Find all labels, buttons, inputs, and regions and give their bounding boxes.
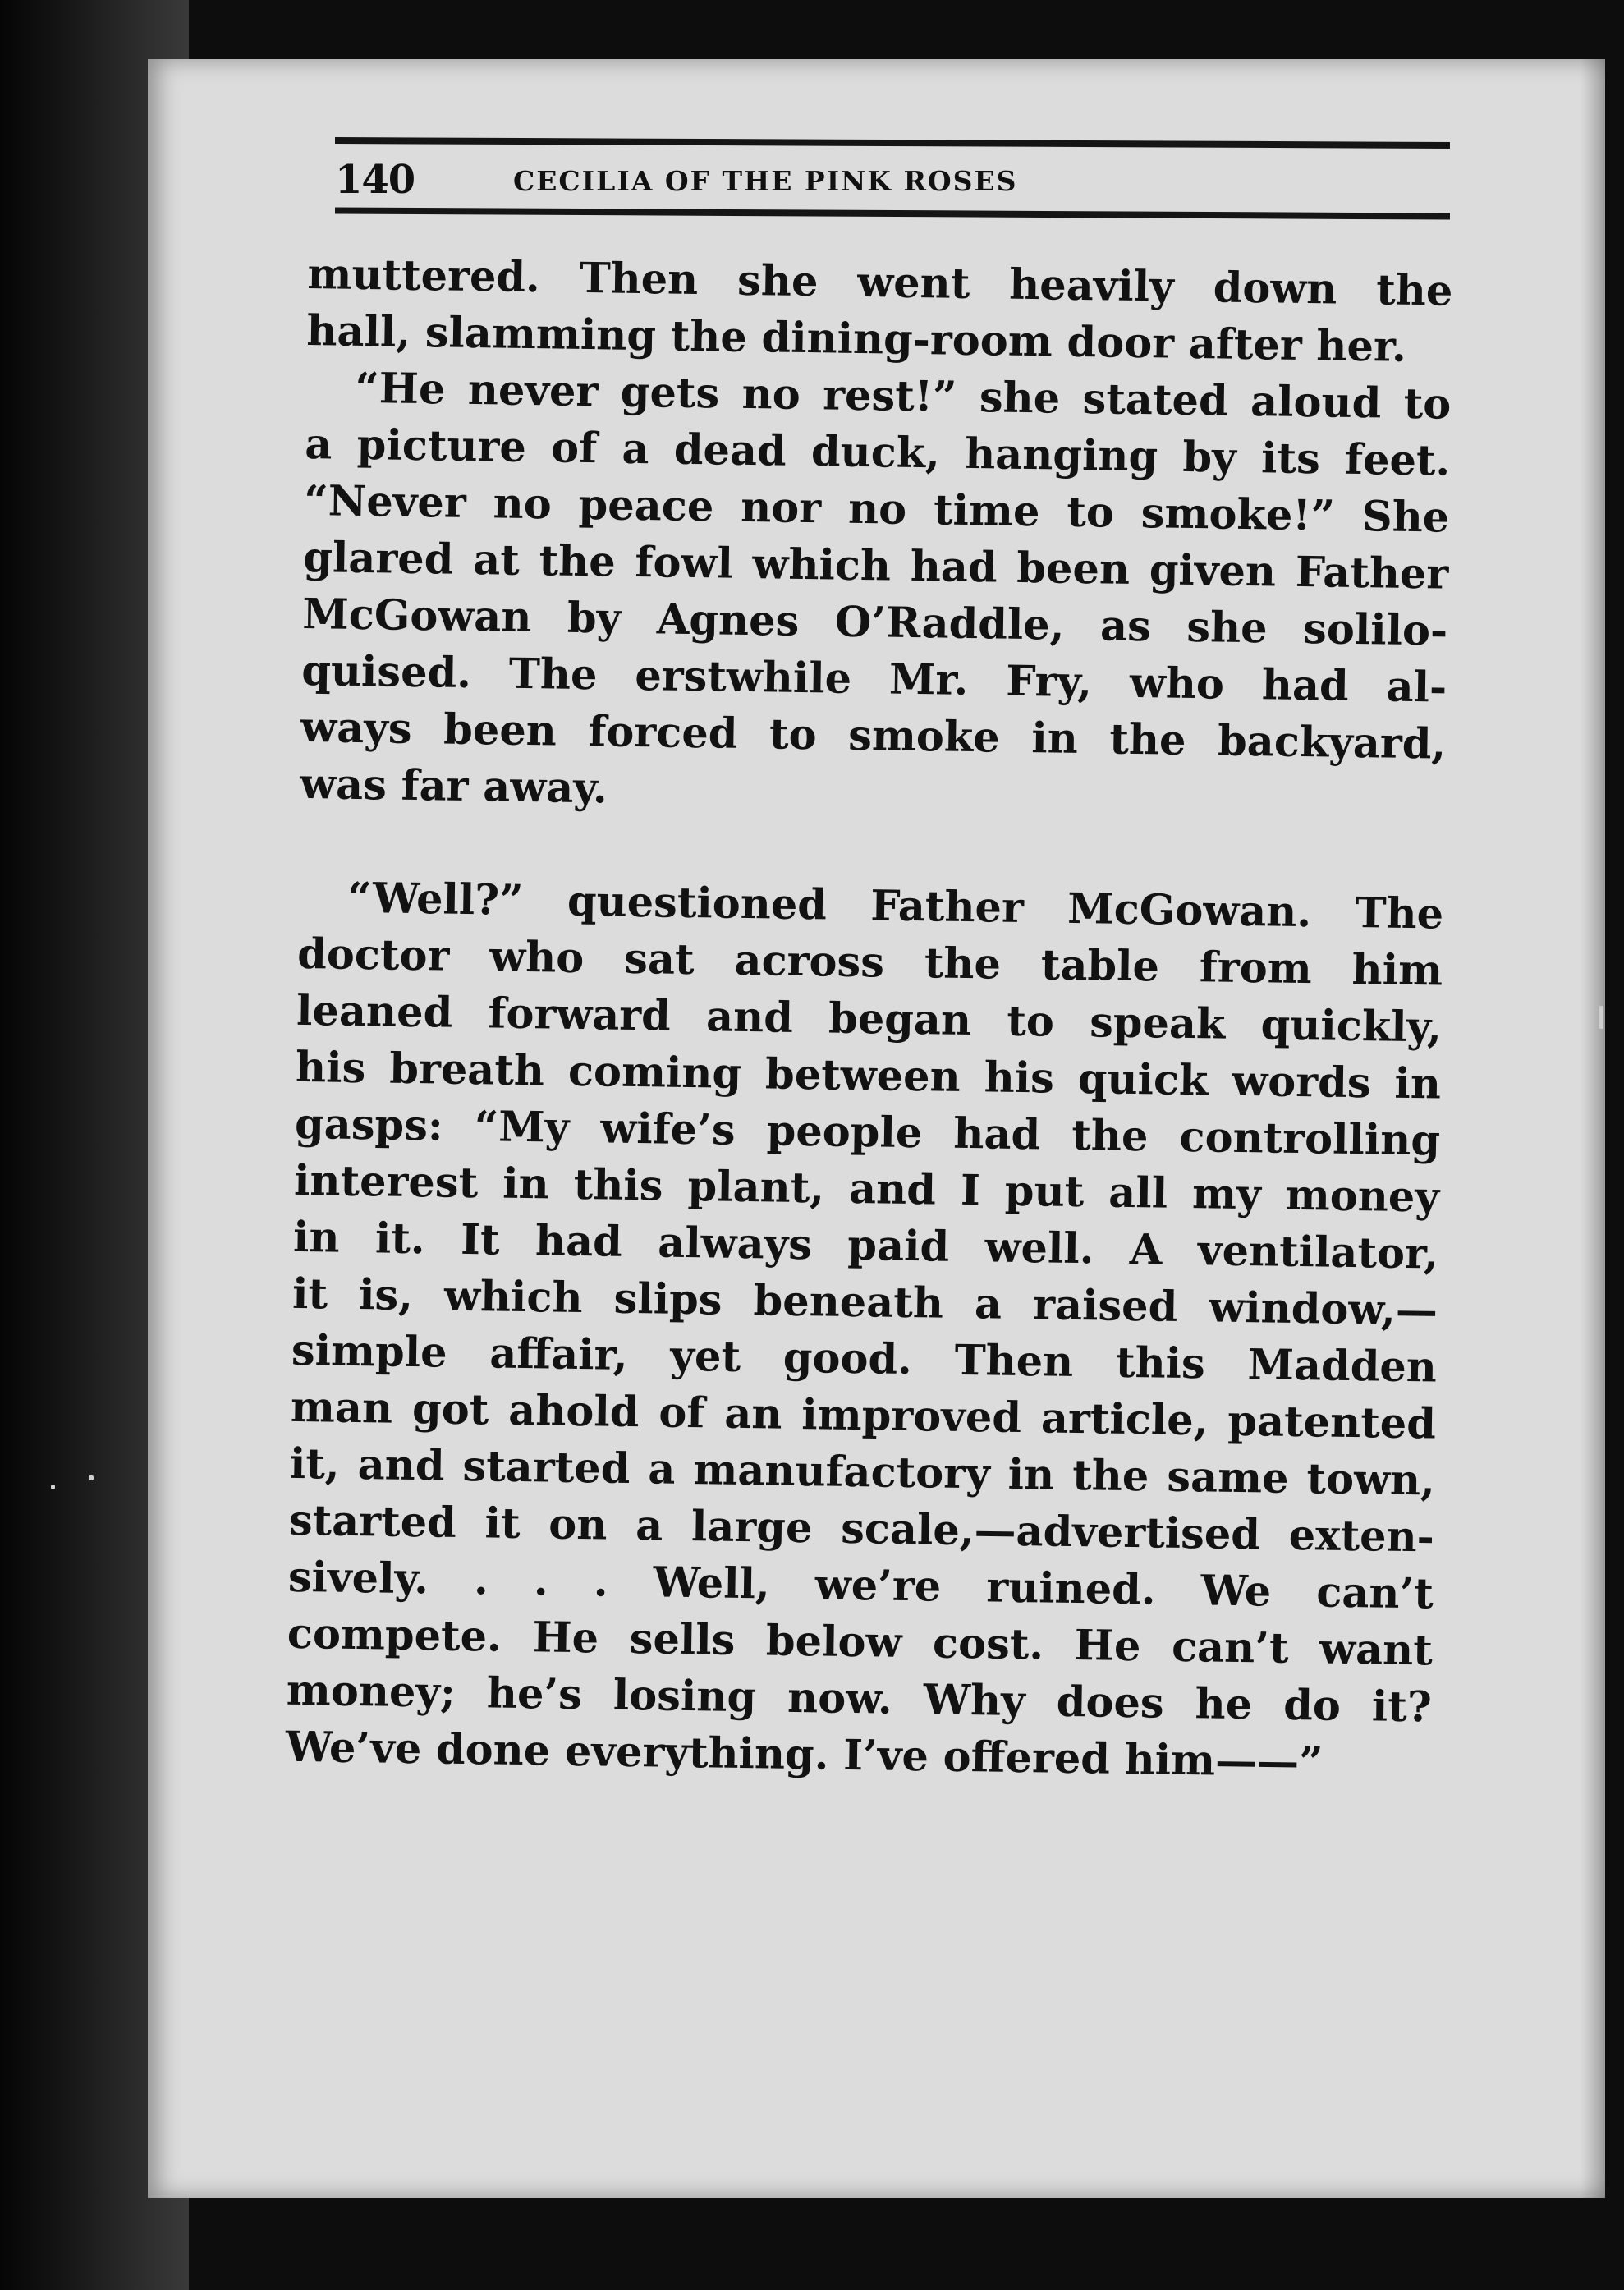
text-line: was far away. xyxy=(299,759,608,814)
text-line: interest in this plant, and I put all my money xyxy=(293,1155,1440,1223)
text-line: “He never gets no rest!” she stated aloud to xyxy=(354,363,1452,429)
running-header xyxy=(328,152,1453,209)
text-line: started it on a large scale,—advertised exten- xyxy=(288,1495,1435,1563)
text-line: “Well?” questioned Father McGowan. The xyxy=(346,873,1444,939)
scan-speck xyxy=(51,1485,55,1489)
text-line: simple affair, yet good. Then this Madden xyxy=(291,1325,1438,1393)
paragraph-2 xyxy=(300,360,1452,830)
text-line: hall, slamming the dining-room door after her. xyxy=(306,305,1407,372)
text-line: compete. He sells below cost. He can’t want xyxy=(287,1609,1434,1676)
text-line: sively. . . . Well, we’re ruined. We can’t xyxy=(287,1552,1434,1619)
text-line: doctor who sat across the table from him xyxy=(296,929,1443,996)
page-number: 140 xyxy=(335,157,415,203)
text-line: gasps: “My wife’s people had the controlling xyxy=(294,1099,1441,1166)
scan-speck xyxy=(1599,1006,1603,1029)
text-line: in it. It had always paid well. A ventilator, xyxy=(292,1212,1439,1279)
text-line: “Never no peace nor no time to smoke!” She xyxy=(303,475,1450,543)
text-line: money; he’s losing now. Why does he do it? xyxy=(286,1665,1433,1732)
text-line: his breath coming between his quick words in xyxy=(295,1042,1442,1109)
text-line: it is, which slips beneath a raised window,— xyxy=(291,1269,1438,1336)
text-line: glared at the fowl which had been given Father xyxy=(302,532,1449,599)
scan-speck xyxy=(89,1475,94,1480)
text-line: leaned forward and began to speak quickly, xyxy=(296,985,1443,1053)
paragraph-3 xyxy=(285,870,1443,1793)
text-line: muttered. Then she went heavily down the xyxy=(307,249,1453,316)
text-line: man got ahold of an improved article, patented xyxy=(290,1382,1437,1449)
text-line: quised. The erstwhile Mr. Fry, who had al- xyxy=(300,645,1447,713)
text-line: it, and started a manufactory in the same town, xyxy=(289,1439,1436,1506)
text-line: We’ve done everything. I’ve offered him——” xyxy=(285,1722,1324,1787)
paragraph-1 xyxy=(306,246,1453,377)
running-title: CECILIA OF THE PINK ROSES xyxy=(513,165,1018,197)
text-line: a picture of a dead duck, hanging by its feet. xyxy=(304,419,1451,486)
text-line: ways been forced to smoke in the backyard, xyxy=(300,702,1447,769)
body-text xyxy=(285,246,1452,1792)
text-line: McGowan by Agnes O’Raddle, as she solilo- xyxy=(301,589,1448,656)
